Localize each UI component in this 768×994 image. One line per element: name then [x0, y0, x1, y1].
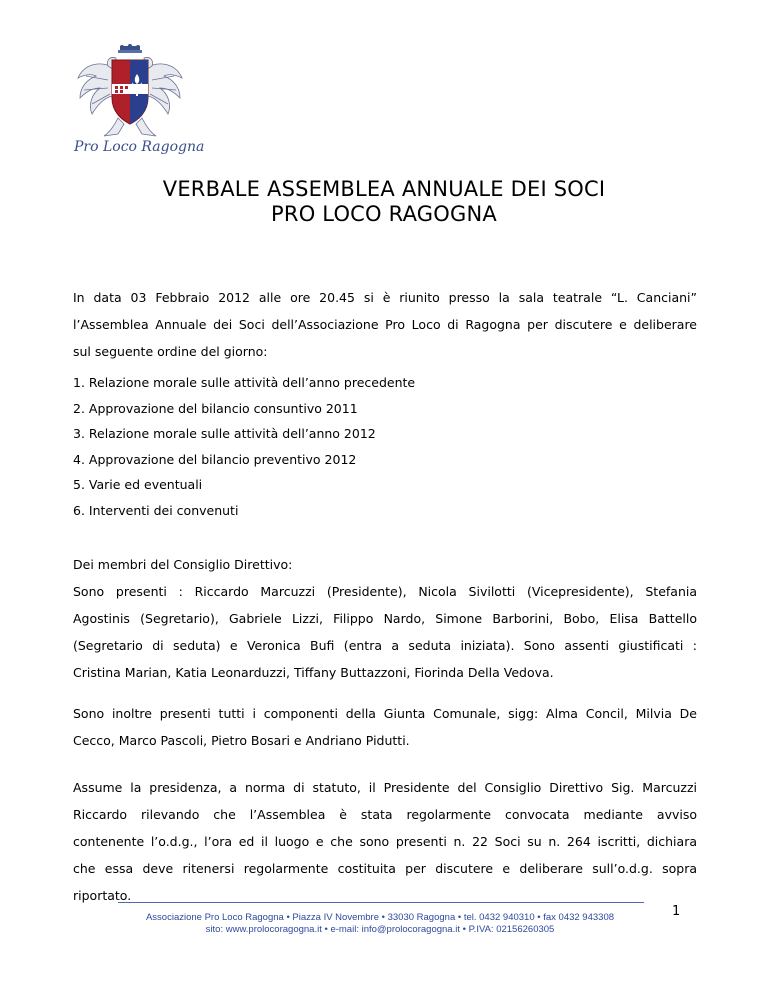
board-section	[73, 551, 697, 686]
presidency-paragraph	[73, 774, 697, 909]
agenda-item: 1. Relazione morale sulle attività dell’anno precedente	[73, 375, 416, 390]
crown-icon	[118, 44, 142, 53]
agenda-item: 6. Interventi dei convenuti	[73, 502, 239, 518]
logo-name: Pro Loco Ragogna	[74, 139, 205, 155]
board-line: Agostinis (Segretario), Gabriele Lizzi, Filippo Nardo, Simone Barborini, Bobo, Elisa Battello	[73, 611, 697, 626]
agenda-list	[73, 370, 415, 523]
intro-line: In data 03 Febbraio 2012 alle ore 20.45 si è riunito presso la sala teatrale “L. Canciani”	[73, 290, 697, 305]
eagle-crest-icon	[74, 44, 186, 140]
board-heading: Dei membri del Consiglio Direttivo:	[73, 557, 293, 572]
presidency-line: Assume la presidenza, a norma di statuto, il Presidente del Consiglio Direttivo Sig. Marcuzzi	[73, 780, 697, 795]
presidency-line: Riccardo rilevando che l’Assemblea è stata regolarmente convocata mediante avviso	[73, 807, 697, 822]
council-line: Sono inoltre presenti tutti i componenti della Giunta Comunale, sigg: Alma Concil, Milvia De	[73, 706, 697, 721]
board-line: Cristina Marian, Katia Leonarduzzi, Tiffany Buttazzoni, Fiorinda Della Vedova.	[73, 665, 554, 680]
document-title: VERBALE ASSEMBLEA ANNUALE DEI SOCI	[162, 177, 606, 201]
board-line: Sono presenti : Riccardo Marcuzzi (Presidente), Nicola Sivilotti (Vicepresidente), Stefania	[73, 584, 697, 599]
agenda-item: 3. Relazione morale sulle attività dell’anno 2012	[73, 426, 376, 441]
document-subtitle: PRO LOCO RAGOGNA	[271, 202, 497, 226]
footer-divider	[118, 902, 644, 903]
page-number: 1	[672, 904, 681, 919]
intro-paragraph	[73, 284, 697, 365]
agenda-item: 4. Approvazione del bilancio preventivo 2012	[73, 451, 357, 467]
intro-line: l’Assemblea Annuale dei Soci dell’Associazione Pro Loco di Ragogna per discutere e deliberare	[73, 317, 697, 332]
intro-line: sul seguente ordine del giorno:	[73, 344, 268, 359]
council-line: Cecco, Marco Pascoli, Pietro Bosari e Andriano Pidutti.	[73, 733, 410, 748]
shield-icon	[112, 60, 148, 124]
pro-loco-logo	[74, 44, 186, 140]
presidency-line: contenente l’o.d.g., l’ora ed il luogo e che sono presenti n. 22 Soci su n. 264 iscritti, dichiara	[73, 834, 697, 849]
footer-address: Associazione Pro Loco Ragogna • Piazza IV Novembre • 33030 Ragogna • tel. 0432 940310 • fax 0432 943308	[145, 912, 615, 923]
agenda-item: 5. Varie ed eventuali	[73, 477, 203, 492]
presidency-line: riportato.	[73, 888, 132, 903]
agenda-item: 2. Approvazione del bilancio consuntivo 2011	[73, 400, 358, 416]
council-paragraph	[73, 700, 697, 754]
board-line: (Segretario di seduta) e Veronica Bufi (entra a seduta iniziata). Sono assenti giustificati :	[73, 638, 697, 653]
footer-contacts: sito: www.prolocoragogna.it • e-mail: info@prolocoragogna.it • P.IVA: 02156260305	[205, 924, 555, 935]
presidency-line: che essa deve ritenersi regolarmente costituita per discutere e deliberare sull’o.d.g. sopra	[73, 861, 697, 876]
